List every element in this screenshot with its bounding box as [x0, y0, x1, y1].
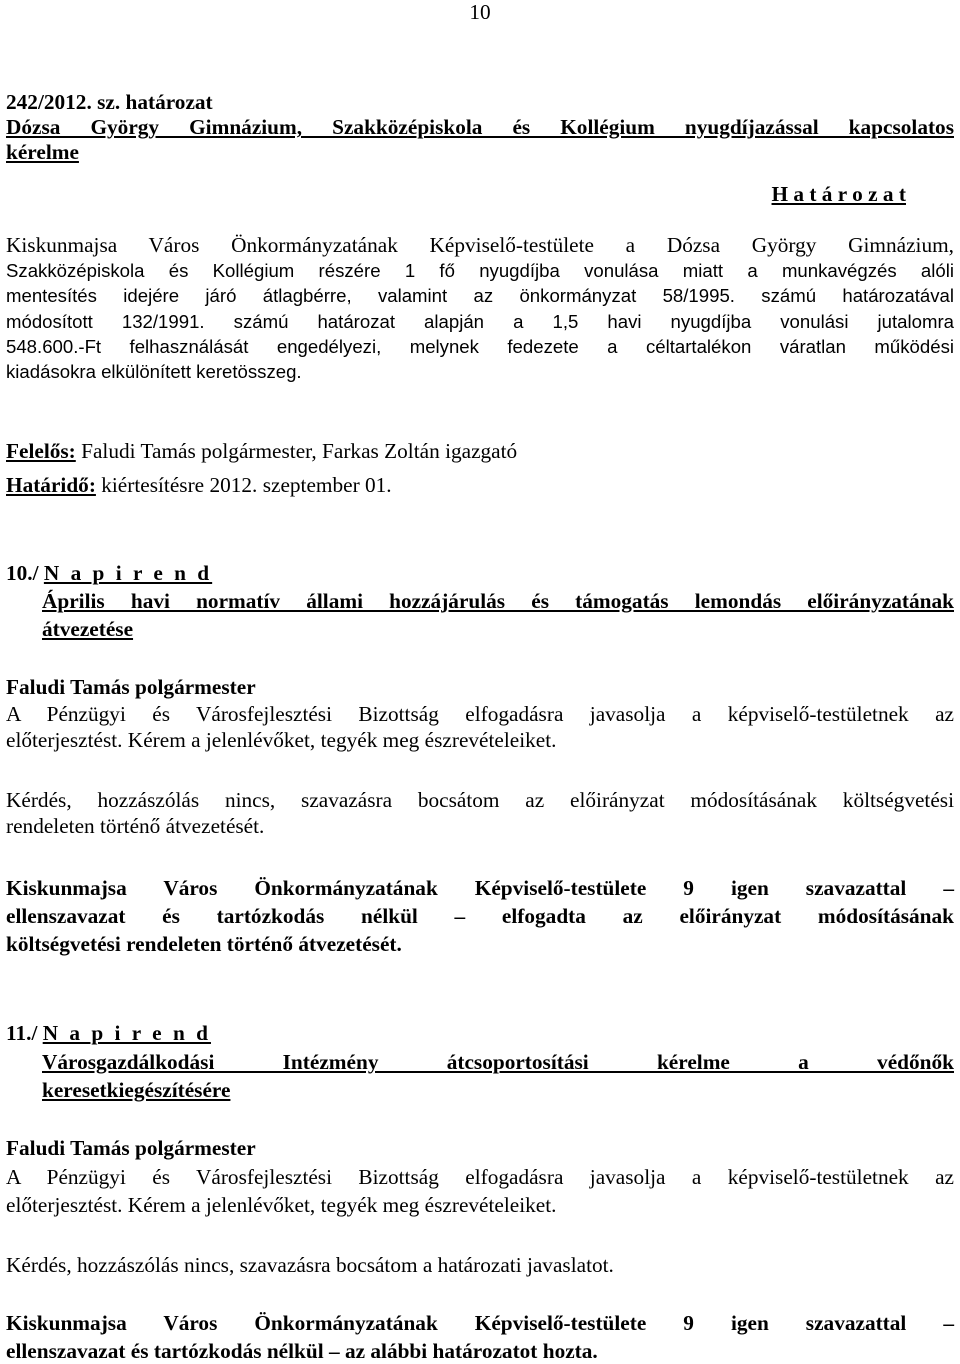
agenda-item-10-para-2-line-2: rendeleten történő átvezetését. — [6, 814, 265, 838]
responsible-value: Faludi Tamás polgármester, Farkas Zoltán igazgató — [75, 439, 518, 463]
resolution-body-line-6: kiadásokra elkülönített keretösszeg. — [6, 361, 302, 382]
agenda-item-11-label: N a p i r e n d — [42, 1021, 211, 1045]
agenda-item-11-title-line-2: keresetkiegészítésére — [42, 1078, 231, 1102]
agenda-item-11-number: 11./ — [6, 1021, 43, 1045]
resolution-body-line-4: módosított 132/1991. számú határozat alapján a 1,5 havi nyugdíjba vonulási jutalomra — [6, 311, 954, 332]
page-number: 10 — [469, 0, 491, 24]
resolution-number: 242/2012. sz. határozat — [6, 90, 213, 114]
agenda-item-11-vote-line-1: Kiskunmajsa Város Önkormányzatának Képviselő-testülete 9 igen szavazattal – — [6, 1311, 954, 1335]
agenda-item-11-title-line-1: Városgazdálkodási Intézmény átcsoportosítási kérelme a védőnők — [42, 1050, 954, 1074]
agenda-item-10-speaker: Faludi Tamás polgármester — [6, 675, 256, 699]
agenda-item-10-title-line-1: Április havi normatív állami hozzájárulás és támogatás lemondás előirányzatának — [42, 589, 954, 613]
resolution-body-line-3: mentesítés idejére járó átlagbérre, valamint az önkormányzat 58/1995. számú határozatával — [6, 285, 954, 306]
resolution-heading: H a t á r o z a t — [771, 182, 906, 206]
agenda-item-11-heading — [6, 1021, 954, 1046]
agenda-item-10-vote-line-1: Kiskunmajsa Város Önkormányzatának Képviselő-testülete 9 igen szavazattal – — [6, 876, 954, 900]
agenda-item-10-vote-line-2: ellenszavazat és tartózkodás nélkül – elfogadta az előirányzat módosításának — [6, 904, 954, 928]
agenda-item-10-para-2-line-1: Kérdés, hozzászólás nincs, szavazásra bocsátom az előirányzat módosításának költségvetési — [6, 788, 954, 812]
resolution-title-line-1: Dózsa György Gimnázium, Szakközépiskola és Kollégium nyugdíjazással kapcsolatos — [6, 115, 954, 139]
resolution-title-line-2: kérelme — [6, 140, 79, 164]
resolution-body-line-2: Szakközépiskola és Kollégium részére 1 fő nyugdíjba vonulása miatt a munkavégzés alóli — [6, 260, 954, 281]
agenda-item-10-number: 10./ — [6, 561, 44, 585]
agenda-item-11-vote-line-2: ellenszavazat és tartózkodás nélkül – az alábbi határozatot hozta. — [6, 1339, 598, 1363]
resolution-body-line-5: 548.600.-Ft felhasználását engedélyezi, melynek fedezete a céltartalékon váratlan működési — [6, 336, 954, 357]
agenda-item-11-speaker: Faludi Tamás polgármester — [6, 1136, 256, 1160]
agenda-item-11-para-1-line-2: előterjesztést. Kérem a jelenlévőket, tegyék meg észrevételeiket. — [6, 1193, 557, 1217]
agenda-item-11-para-1-line-1: A Pénzügyi és Városfejlesztési Bizottság elfogadásra javasolja a képviselő-testületnek az — [6, 1165, 954, 1189]
deadline-value: kiértesítésre 2012. szeptember 01. — [95, 473, 392, 497]
agenda-item-10-para-1-line-1: A Pénzügyi és Városfejlesztési Bizottság elfogadásra javasolja a képviselő-testületnek az — [6, 702, 954, 726]
resolution-body-line-1: Kiskunmajsa Város Önkormányzatának Képviselő-testülete a Dózsa György Gimnázium, — [6, 233, 954, 257]
agenda-item-10-title-line-2: átvezetése — [42, 617, 134, 641]
deadline-line — [6, 473, 954, 498]
deadline-label: Határidő: — [6, 473, 96, 497]
agenda-item-10-vote-line-3: költségvetési rendeleten történő átvezetését. — [6, 932, 402, 956]
agenda-item-10-para-1-line-2: előterjesztést. Kérem a jelenlévőket, tegyék meg észrevételeiket. — [6, 728, 557, 752]
agenda-item-11-para-2-line-1: Kérdés, hozzászólás nincs, szavazásra bocsátom a határozati javaslatot. — [6, 1253, 614, 1277]
agenda-item-10-heading — [6, 561, 954, 586]
responsible-line — [6, 439, 954, 464]
responsible-label: Felelős: — [6, 439, 76, 463]
agenda-item-10-label: N a p i r e n d — [43, 561, 213, 585]
